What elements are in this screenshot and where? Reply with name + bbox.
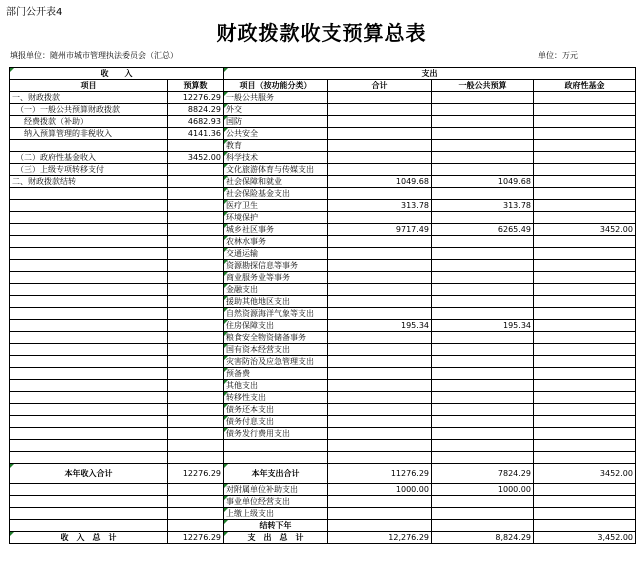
table-row <box>10 236 636 248</box>
expense-year-fund: 3452.00 <box>534 464 636 484</box>
expense-item: 外交 <box>224 104 328 116</box>
expense-item: 资源勘探信息等事务 <box>224 260 328 272</box>
income-item <box>10 380 168 392</box>
expense-gov-fund <box>534 92 636 104</box>
expense-general <box>432 116 534 128</box>
expense-total <box>328 380 432 392</box>
expense-general <box>432 344 534 356</box>
income-value <box>168 188 224 200</box>
expense-total: 9717.49 <box>328 224 432 236</box>
income-item <box>10 200 168 212</box>
expense-item: 住房保障支出 <box>224 320 328 332</box>
expense-gov-fund <box>534 416 636 428</box>
remit-label: 上缴上级支出 <box>224 508 328 520</box>
income-item <box>10 260 168 272</box>
expense-gov-fund <box>534 260 636 272</box>
table-row <box>10 188 636 200</box>
expense-gov-fund <box>534 404 636 416</box>
expense-gov-fund <box>534 236 636 248</box>
empty-cell <box>432 508 534 520</box>
table-row <box>10 332 636 344</box>
expense-general <box>432 404 534 416</box>
subsidy-total: 1000.00 <box>328 484 432 496</box>
empty-cell <box>534 484 636 496</box>
expense-item: 转移性支出 <box>224 392 328 404</box>
income-item: 纳入预算管理的非税收入 <box>10 128 168 140</box>
expense-total <box>328 392 432 404</box>
expense-general: 313.78 <box>432 200 534 212</box>
expense-gov-fund <box>534 392 636 404</box>
income-item <box>10 392 168 404</box>
income-item <box>10 236 168 248</box>
income-item <box>10 248 168 260</box>
expense-general <box>432 248 534 260</box>
expense-general <box>432 284 534 296</box>
expense-gov-fund <box>534 320 636 332</box>
table-row <box>10 164 636 176</box>
expense-total <box>328 104 432 116</box>
expense-gov-fund <box>534 272 636 284</box>
expense-general: 6265.49 <box>432 224 534 236</box>
expense-gov-fund <box>534 440 636 452</box>
income-item <box>10 224 168 236</box>
income-item: 二、财政拨款结转 <box>10 176 168 188</box>
empty-cell <box>168 484 224 496</box>
income-value <box>168 368 224 380</box>
expense-item: 国有资本经营支出 <box>224 344 328 356</box>
expense-total <box>328 140 432 152</box>
table-row <box>10 272 636 284</box>
expense-year-general: 7824.29 <box>432 464 534 484</box>
table-row <box>10 152 636 164</box>
expense-general <box>432 272 534 284</box>
table-row <box>10 224 636 236</box>
table-row <box>10 104 636 116</box>
grand-expense-label: 支 出 总 计 <box>224 532 328 544</box>
expense-gov-fund <box>534 176 636 188</box>
income-value <box>168 284 224 296</box>
expense-total <box>328 368 432 380</box>
table-row <box>10 380 636 392</box>
income-item <box>10 440 168 452</box>
empty-cell <box>432 520 534 532</box>
expense-gov-fund <box>534 368 636 380</box>
income-item <box>10 404 168 416</box>
table-row <box>10 212 636 224</box>
expense-gov-fund <box>534 356 636 368</box>
empty-cell <box>328 496 432 508</box>
expense-general <box>432 92 534 104</box>
table-row <box>10 260 636 272</box>
expense-gov-fund <box>534 200 636 212</box>
expense-header: 支出 <box>224 68 636 80</box>
expense-total <box>328 152 432 164</box>
expense-gov-fund <box>534 104 636 116</box>
income-year-label: 本年收入合计 <box>10 464 168 484</box>
income-value <box>168 320 224 332</box>
expense-total <box>328 164 432 176</box>
table-row <box>10 320 636 332</box>
income-value <box>168 164 224 176</box>
income-year-value: 12276.29 <box>168 464 224 484</box>
income-item: （二）政府性基金收入 <box>10 152 168 164</box>
carry-row <box>10 520 636 532</box>
table-row <box>10 296 636 308</box>
remit-row <box>10 508 636 520</box>
income-value <box>168 308 224 320</box>
table-row <box>10 248 636 260</box>
table-row <box>10 200 636 212</box>
expense-gov-fund <box>534 308 636 320</box>
expense-general <box>432 380 534 392</box>
col-header-item: 项目 <box>10 80 168 92</box>
income-item <box>10 428 168 440</box>
income-value <box>168 380 224 392</box>
expense-total <box>328 308 432 320</box>
income-item <box>10 296 168 308</box>
expense-item: 债务付息支出 <box>224 416 328 428</box>
expense-gov-fund: 3452.00 <box>534 224 636 236</box>
income-value <box>168 272 224 284</box>
expense-item: 农林水事务 <box>224 236 328 248</box>
expense-gov-fund <box>534 164 636 176</box>
expense-gov-fund <box>534 296 636 308</box>
table-row <box>10 356 636 368</box>
income-value <box>168 236 224 248</box>
empty-cell <box>534 496 636 508</box>
grand-income-label: 收 入 总 计 <box>10 532 168 544</box>
income-item <box>10 452 168 464</box>
table-row <box>10 176 636 188</box>
header-row-group <box>10 68 636 80</box>
income-value <box>168 452 224 464</box>
expense-total <box>328 440 432 452</box>
expense-item <box>224 440 328 452</box>
income-value <box>168 224 224 236</box>
empty-cell <box>328 508 432 520</box>
expense-total <box>328 416 432 428</box>
table-row <box>10 116 636 128</box>
table-row <box>10 140 636 152</box>
empty-cell <box>10 520 168 532</box>
expense-item: 债务还本支出 <box>224 404 328 416</box>
col-header-item-func: 项目（按功能分类） <box>224 80 328 92</box>
income-value <box>168 200 224 212</box>
expense-general <box>432 392 534 404</box>
expense-total <box>328 248 432 260</box>
expense-gov-fund <box>534 428 636 440</box>
empty-cell <box>168 496 224 508</box>
income-item <box>10 356 168 368</box>
year-total-row <box>10 464 636 484</box>
expense-gov-fund <box>534 344 636 356</box>
income-value <box>168 332 224 344</box>
header-row-columns <box>10 80 636 92</box>
expense-general <box>432 236 534 248</box>
expense-total <box>328 116 432 128</box>
expense-gov-fund <box>534 188 636 200</box>
expense-general <box>432 152 534 164</box>
expense-total <box>328 296 432 308</box>
expense-total <box>328 212 432 224</box>
expense-item: 社会保障和就业 <box>224 176 328 188</box>
income-item: （三）上级专项转移支付 <box>10 164 168 176</box>
currency-unit: 单位：万元 <box>538 51 578 60</box>
income-item <box>10 212 168 224</box>
expense-gov-fund <box>534 116 636 128</box>
income-item <box>10 344 168 356</box>
expense-total <box>328 188 432 200</box>
grand-expense-general: 8,824.29 <box>432 532 534 544</box>
income-value <box>168 356 224 368</box>
subsidy-row <box>10 484 636 496</box>
expense-total <box>328 332 432 344</box>
income-item <box>10 272 168 284</box>
income-value: 3452.00 <box>168 152 224 164</box>
filing-unit: 填报单位：随州市城市管理执法委员会（汇总） <box>10 51 178 60</box>
income-value <box>168 344 224 356</box>
table-row <box>10 92 636 104</box>
income-value <box>168 260 224 272</box>
expense-item: 公共安全 <box>224 128 328 140</box>
income-value: 8824.29 <box>168 104 224 116</box>
expense-general <box>432 440 534 452</box>
expense-gov-fund <box>534 140 636 152</box>
expense-item: 自然资源海洋气象等支出 <box>224 308 328 320</box>
income-value <box>168 440 224 452</box>
expense-item: 医疗卫生 <box>224 200 328 212</box>
expense-general <box>432 332 534 344</box>
income-value: 4141.36 <box>168 128 224 140</box>
table-row <box>10 428 636 440</box>
expense-item: 灾害防治及应急管理支出 <box>224 356 328 368</box>
income-value <box>168 296 224 308</box>
income-value <box>168 404 224 416</box>
expense-total <box>328 452 432 464</box>
expense-item: 一般公共服务 <box>224 92 328 104</box>
grand-total-row <box>10 532 636 544</box>
income-value <box>168 428 224 440</box>
expense-total <box>328 356 432 368</box>
expense-general: 195.34 <box>432 320 534 332</box>
income-item <box>10 308 168 320</box>
expense-total: 195.34 <box>328 320 432 332</box>
income-value: 12276.29 <box>168 92 224 104</box>
budget-table <box>9 67 636 544</box>
page-title: 财政拨款收支预算总表 <box>216 21 427 45</box>
business-row <box>10 496 636 508</box>
grand-expense-total: 12,276.29 <box>328 532 432 544</box>
income-item <box>10 320 168 332</box>
expense-item: 商业服务业等事务 <box>224 272 328 284</box>
carry-label: 结转下年 <box>224 520 328 532</box>
grand-expense-fund: 3,452.00 <box>534 532 636 544</box>
expense-gov-fund <box>534 380 636 392</box>
expense-item: 科学技术 <box>224 152 328 164</box>
table-row <box>10 404 636 416</box>
expense-general: 1049.68 <box>432 176 534 188</box>
expense-item: 环境保护 <box>224 212 328 224</box>
expense-item: 债务发行费用支出 <box>224 428 328 440</box>
expense-total <box>328 260 432 272</box>
table-row <box>10 308 636 320</box>
expense-general <box>432 128 534 140</box>
income-item: 一、财政拨款 <box>10 92 168 104</box>
income-value <box>168 416 224 428</box>
empty-cell <box>10 508 168 520</box>
income-item <box>10 284 168 296</box>
expense-total <box>328 128 432 140</box>
expense-total: 313.78 <box>328 200 432 212</box>
table-row <box>10 440 636 452</box>
empty-cell <box>534 520 636 532</box>
expense-general <box>432 188 534 200</box>
expense-total <box>328 236 432 248</box>
income-value <box>168 392 224 404</box>
expense-item: 金融支出 <box>224 284 328 296</box>
income-item <box>10 188 168 200</box>
empty-cell <box>168 508 224 520</box>
expense-item: 教育 <box>224 140 328 152</box>
col-header-general: 一般公共预算 <box>432 80 534 92</box>
empty-cell <box>10 484 168 496</box>
income-value <box>168 212 224 224</box>
table-row <box>10 452 636 464</box>
income-item <box>10 416 168 428</box>
expense-item: 国防 <box>224 116 328 128</box>
expense-general <box>432 260 534 272</box>
table-row <box>10 344 636 356</box>
expense-general <box>432 104 534 116</box>
expense-general <box>432 368 534 380</box>
expense-general <box>432 212 534 224</box>
expense-total <box>328 344 432 356</box>
expense-item: 城乡社区事务 <box>224 224 328 236</box>
expense-total <box>328 404 432 416</box>
expense-gov-fund <box>534 212 636 224</box>
income-item <box>10 140 168 152</box>
income-header: 收 入 <box>10 68 224 80</box>
income-value: 4682.93 <box>168 116 224 128</box>
expense-item: 社会保险基金支出 <box>224 188 328 200</box>
expense-item: 援助其他地区支出 <box>224 296 328 308</box>
expense-gov-fund <box>534 248 636 260</box>
empty-cell <box>328 520 432 532</box>
expense-total: 1049.68 <box>328 176 432 188</box>
empty-cell <box>168 520 224 532</box>
grand-income-value: 12276.29 <box>168 532 224 544</box>
expense-item: 粮食安全物资储备事务 <box>224 332 328 344</box>
income-item <box>10 332 168 344</box>
business-label: 事业单位经营支出 <box>224 496 328 508</box>
income-value <box>168 176 224 188</box>
expense-item: 其他支出 <box>224 380 328 392</box>
empty-cell <box>10 496 168 508</box>
col-header-gov-fund: 政府性基金 <box>534 80 636 92</box>
expense-gov-fund <box>534 152 636 164</box>
expense-year-label: 本年支出合计 <box>224 464 328 484</box>
expense-gov-fund <box>534 452 636 464</box>
col-header-budget: 预算数 <box>168 80 224 92</box>
expense-general <box>432 296 534 308</box>
income-value <box>168 140 224 152</box>
expense-general <box>432 452 534 464</box>
income-item <box>10 368 168 380</box>
expense-general <box>432 164 534 176</box>
table-row <box>10 284 636 296</box>
expense-item: 文化旅游体育与传媒支出 <box>224 164 328 176</box>
expense-general <box>432 416 534 428</box>
expense-total <box>328 272 432 284</box>
expense-item <box>224 452 328 464</box>
expense-general <box>432 308 534 320</box>
subsidy-label: 对附属单位补助支出 <box>224 484 328 496</box>
expense-gov-fund <box>534 128 636 140</box>
income-item: 经费拨款（补助） <box>10 116 168 128</box>
income-value <box>168 248 224 260</box>
col-header-total: 合计 <box>328 80 432 92</box>
table-row <box>10 416 636 428</box>
empty-cell <box>534 508 636 520</box>
expense-general <box>432 428 534 440</box>
page-label: 部门公开表4 <box>6 7 63 18</box>
table-row <box>10 392 636 404</box>
expense-total <box>328 284 432 296</box>
expense-year-total: 11276.29 <box>328 464 432 484</box>
expense-total <box>328 428 432 440</box>
expense-item: 预备费 <box>224 368 328 380</box>
expense-total <box>328 92 432 104</box>
empty-cell <box>432 496 534 508</box>
expense-general <box>432 140 534 152</box>
expense-item: 交通运输 <box>224 248 328 260</box>
income-item: （一）一般公共预算财政拨款 <box>10 104 168 116</box>
table-row <box>10 368 636 380</box>
table-row <box>10 128 636 140</box>
expense-gov-fund <box>534 284 636 296</box>
expense-general <box>432 356 534 368</box>
expense-gov-fund <box>534 332 636 344</box>
subsidy-general: 1000.00 <box>432 484 534 496</box>
